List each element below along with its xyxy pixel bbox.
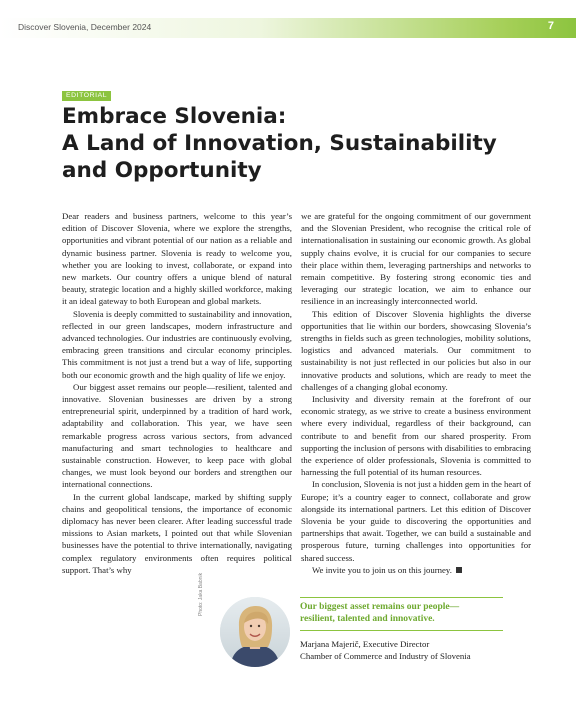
paragraph: This edition of Discover Slovenia highlights the diverse opportunities that lie within our borders, showcasing Slovenia’s strengths in fields such as green technologies, mobility solutions, logistics and advanced materials. Our commitment to sustainability is not just reflected in our policies but also in our innovative products and solutions, which are ready to meet the challenges of a changing global economy. [301, 308, 531, 392]
page-number: 7 [547, 20, 554, 32]
author-portrait [220, 597, 290, 667]
pull-quote-line: resilient, talented and innovative. [300, 614, 435, 624]
body-column-right [301, 210, 531, 576]
quote-rule-bottom [300, 630, 503, 631]
title-line: A Land of Innovation, Sustainability [62, 131, 497, 156]
pull-quote-line: Our biggest asset remains our people— [300, 602, 460, 612]
title-line: and Opportunity [62, 158, 262, 183]
paragraph: Slovenia is deeply committed to sustainability and innovation, reflected in our green landscapes, modern infrastructure and advanced technologies. Our industries are continuously evolving, embracing green transitions and circular economy principles. This commitment is not just a trend but a way of life, supporting both our economic growth and the high quality of life we enjoy. [62, 308, 292, 380]
pull-quote [300, 601, 510, 625]
paragraph: Our biggest asset remains our people—resilient, talented and innovative. Slovenian businesses are driven by a strong entrepreneurial spirit, underpinned by a tradition of hard work, adaptability and collaboration. This year, we have seen remarkable progress across various sectors, from advanced manufacturing and smart technologies to healthcare and sustainable construction. However, to keep pace with global changes, we must look beyond our borders and strengthen our international connections. [62, 381, 292, 490]
end-of-article-mark [456, 567, 462, 573]
paragraph: In conclusion, Slovenia is not just a hidden gem in the heart of Europe; it’s a country eager to connect, collaborate and grow alongside its international partners. Let this edition of Discover Slovenia be your guide to discovering the opportunities and partnerships that await. Together, we can build a sustainable and prosperous future, turning challenges into opportunities for shared success. [301, 479, 531, 563]
closing-text: We invite you to join us on this journey. [312, 564, 452, 575]
signature-name: Marjana Majerič, Executive Director [300, 639, 430, 649]
article-title [62, 103, 532, 184]
paragraph: In the current global landscape, marked by shifting supply chains and geopolitical tensions, the importance of economic diplomacy has never been clearer. After leading successful trade missions to Asian markets, I pointed out that while Slovenian businesses have the potential to thrive internationally, navigating complex regulatory environments often requires political support. That’s why [62, 491, 292, 575]
signature-organization: Chamber of Commerce and Industry of Slovenia [300, 651, 471, 661]
quote-rule-top [300, 597, 503, 598]
paragraph: Dear readers and business partners, welcome to this year’s edition of Discover Slovenia, where we explore the strengths, opportunities and vibrant potential of our nation as a reliable and dynamic business partner. Slovenia is ready to welcome you, whether you are looking to invest, collaborate, or expand into new markets. Our country offers a unique blend of natural beauty, strategic location and a highly skilled workforce, making it an ideal gateway to both European and global markets. [62, 211, 292, 307]
closing-paragraph [301, 564, 531, 576]
paragraph: we are grateful for the ongoing commitment of our government and the Slovenian President, who recognise the critical role of internationalisation in sustaining our economic growth. As global supply chains evolve, it is crucial for our companies to secure their place within them, leveraging partnerships and networks to remain competitive. By fostering strong economic ties and leveraging our strategic location, we aim to enhance our resilience in an increasingly interconnected world. [301, 211, 531, 307]
title-line: Embrace Slovenia: [62, 104, 287, 129]
body-column-left [62, 210, 292, 576]
section-tag: EDITORIAL [62, 91, 111, 101]
photo-credit: Photo: Jaka Babnik [198, 572, 204, 616]
portrait-image [220, 597, 290, 667]
signature [300, 638, 530, 662]
running-head: Discover Slovenia, December 2024 [18, 22, 152, 32]
paragraph: Inclusivity and diversity remain at the forefront of our economic strategy, as we strive to create a business environment where every individual, regardless of their background, can contribute to and benefit from our shared prosperity. From supporting the inclusion of persons with disabilities to embracing the experience of older professionals, Slovenia is committed to harnessing the full potential of its human resources. [301, 394, 531, 478]
